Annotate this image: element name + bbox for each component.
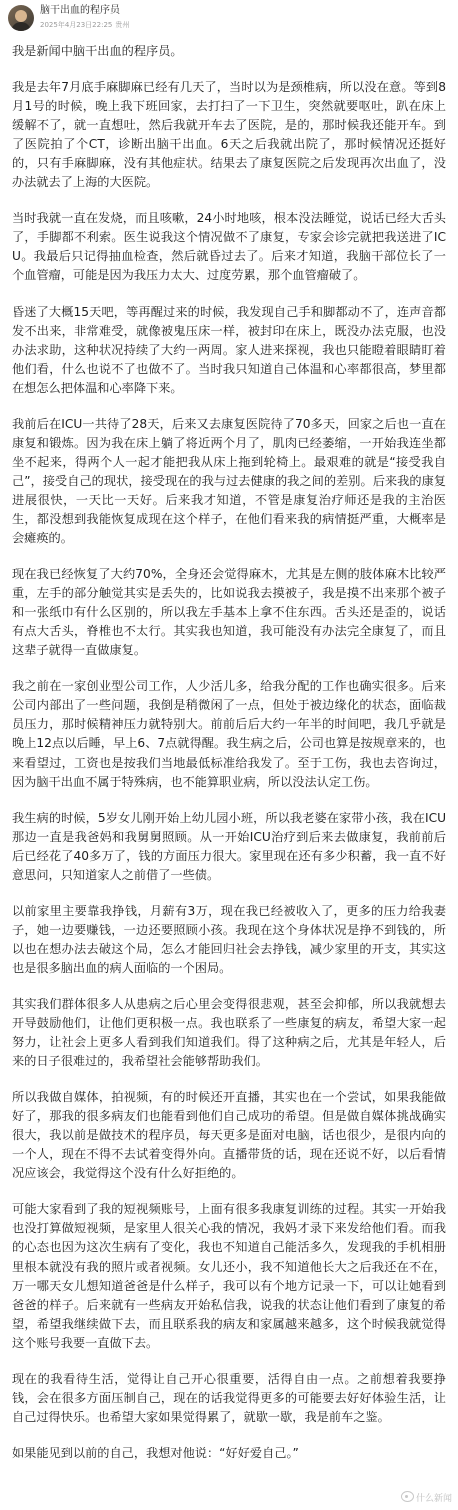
watermark <box>401 1491 452 1504</box>
post-meta <box>40 21 129 30</box>
paragraph: 当时我就一直在发烧，而且咳嗽，24小时地咳，根本没法睡觉，说话已经大舌头了，手脚都不利索。医生说我这个情况做不了康复，专家会诊完就把我送进了ICU。我最后只记得抽血检查，然后就昏过去了。后来才知道，我脑干部位长了一个血管瘤，可能是因为我压力太大、过度劳累，那个血管瘤破了。 <box>12 211 446 283</box>
paragraph: 现在的我看待生活，觉得让自己开心很重要，活得自由一点。之前想着我要挣钱，会在很多方面压制自己，现在的话我觉得更多的可能要去好好体验生活，让自己过得快乐。也希望大家如果觉得累了，就歇一歇，我是前车之鉴。 <box>12 1371 446 1424</box>
paragraph: 其实我们群体很多人从患病之后心里会变得很悲观，甚至会抑郁，所以我就想去开导鼓励他们，让他们更积极一点。我也联系了一些康复的病友，希望大家一起努力，让社会上更多人看到我们知道我们。得了这种病之后，尤其是年轻人，后来的日子很难过的，我希望社会能够帮助我们。 <box>12 996 446 1069</box>
post-header <box>0 0 458 40</box>
avatar[interactable] <box>8 5 34 31</box>
author-name[interactable]: 脑干出血的程序员 <box>40 5 120 16</box>
post-region: 贵州 <box>115 21 130 29</box>
paragraph: 如果能见到以前的自己，我想对他说：“好好爱自己。” <box>12 1445 299 1460</box>
paragraph: 我之前在一家创业型公司工作，人少活儿多，给我分配的工作也确实很多。后来公司内部出了一些问题，我倒是稍微闲了一点，但处于被边缘化的状态，面临裁员压力，那时候精神压力就特别大。前前后后大约一年半的时间吧，我几乎就是晚上12点以后睡，早上6、7点就得醒。我生病之后，公司也算是按规章来的，也来看望过，工资也是按我们当地最低标准给我发了。至于工伤，我也去咨询过，因为脑干出血不属于特殊病，也不能算职业病，所以没法认定工伤。 <box>12 679 446 789</box>
weibo-icon <box>401 1491 414 1502</box>
article-body <box>12 42 446 1480</box>
watermark-text: 什么新闻 <box>415 1494 452 1504</box>
paragraph: 可能大家看到了我的短视频账号，上面有很多我康复训练的过程。其实一开始我也没打算做短视频，是家里人很关心我的情况，我妈才录下来发给他们看。而我的心态也因为这次生病有了变化，我也不知道自己能活多久，发现我的手机相册里根本就没有我的照片或者视频。女儿还小，我不知道他长大之后我还在不在，万一哪天女儿想知道爸爸是什么样子，我可以有个地方记录一下，可以让她看到爸爸的样子。后来就有一些病友开始私信我，说我的状态让他们看到了康复的希望，希望我继续做下去，而且联系我的病友和家属越来越多，这个时候我就觉得这个账号我要一直做下去。 <box>12 1202 446 1350</box>
post-time: 2025年4月23日22:25 <box>40 21 113 29</box>
paragraph: 现在我已经恢复了大约70%，全身还会觉得麻木，尤其是左侧的肢体麻木比较严重，左手的部分触觉其实是丢失的，比如说我去摸被子，我是摸不出来那个被子和一张纸巾有什么区别的，所以我左手基本上拿不住东西。舌头还是歪的，说话有点大舌头，脊椎也不太行。其实我也知道，我可能没有办法完全康复了，而且这辈子就得一直做康复。 <box>12 567 446 658</box>
paragraph: 昏迷了大概15天吧，等再醒过来的时候，我发现自己手和脚都动不了，连声音都发不出来，非常难受，就像被鬼压床一样，被封印在床上，既没办法克服，也没办法求助，这种状况持续了大约一两周。家人进来探视，我也只能瞪着眼睛盯着他们看，什么也说不了也做不了。当时我只知道自己体温和心率都很高，梦里都在想怎么把体温和心率降下来。 <box>12 304 446 395</box>
paragraph: 所以我做自媒体，拍视频，有的时候还开直播，其实也在一个尝试，如果我能做好了，那我的很多病友们也能看到他们自己成功的希望。但是做自媒体挑战确实很大，我以前是做技术的程序员，每天更多是面对电脑，话也很少，是很内向的一个人，现在不得不去试着变得外向。直播带货的话，现在还说不好，以后看情况应该会，我觉得这个没有什么好拒绝的。 <box>12 1090 446 1181</box>
paragraph: 以前家里主要靠我挣钱，月薪有3万，现在我已经被收入了，更多的压力给我妻子，她一边要赚钱，一边还要照顾小孩。我现在这个身体状况是挣不到钱的，所以也在想办法去破这个局，怎么才能回归社会去挣钱，减少家里的开支，其实这也是很多脑出血的病人面临的一个困局。 <box>12 903 446 975</box>
paragraph: 我前后在ICU一共待了28天，后来又去康复医院待了70多天，回家之后也一直在康复和锻炼。因为我在床上躺了将近两个月了，肌肉已经萎缩，一开始我连坐都坐不起来，得两个人一起才能把我从床上拖到轮椅上。最艰难的就是“接受我自己”，接受自己的现状，接受现在的我与过去健康的我之间的差别。后来我的康复进展很快，一天比一天好。后来我才知道，不管是康复治疗师还是我的主治医生，都没想到我能恢复成现在这个样子，在他们看来我的病情挺严重，大概率是会瘫痪的。 <box>12 416 446 546</box>
paragraph: 我是新闻中脑干出血的程序员。 <box>12 44 183 58</box>
paragraph: 我是去年7月底手麻脚麻已经有几天了，当时以为是颈椎病，所以没在意。等到8月1号的时候，晚上我下班回家，去打扫了一下卫生，突然就要呕吐，趴在床上缓解不了，就一直想吐，然后我就开车去了医院，是的，那时候我还能开车。到了医院拍了个CT，诊断出脑干出血。6天之后我就出院了，那时候情况还挺好的，只有手麻脚麻，没有其他症状。结果去了康复医院之后发现再次出血了，没办法就去了上海的大医院。 <box>12 80 446 190</box>
paragraph: 我生病的时候，5岁女儿刚开始上幼儿园小班，所以我老婆在家带小孩，我在ICU那边一直是我爸妈和我舅舅照顾。从一开始ICU治疗到后来去做康复，我前前后后已经花了40多万了，钱的方面压力很大。家里现在还有多少积蓄，我一直不好意思问，只知道家人之前借了一些债。 <box>12 810 446 882</box>
